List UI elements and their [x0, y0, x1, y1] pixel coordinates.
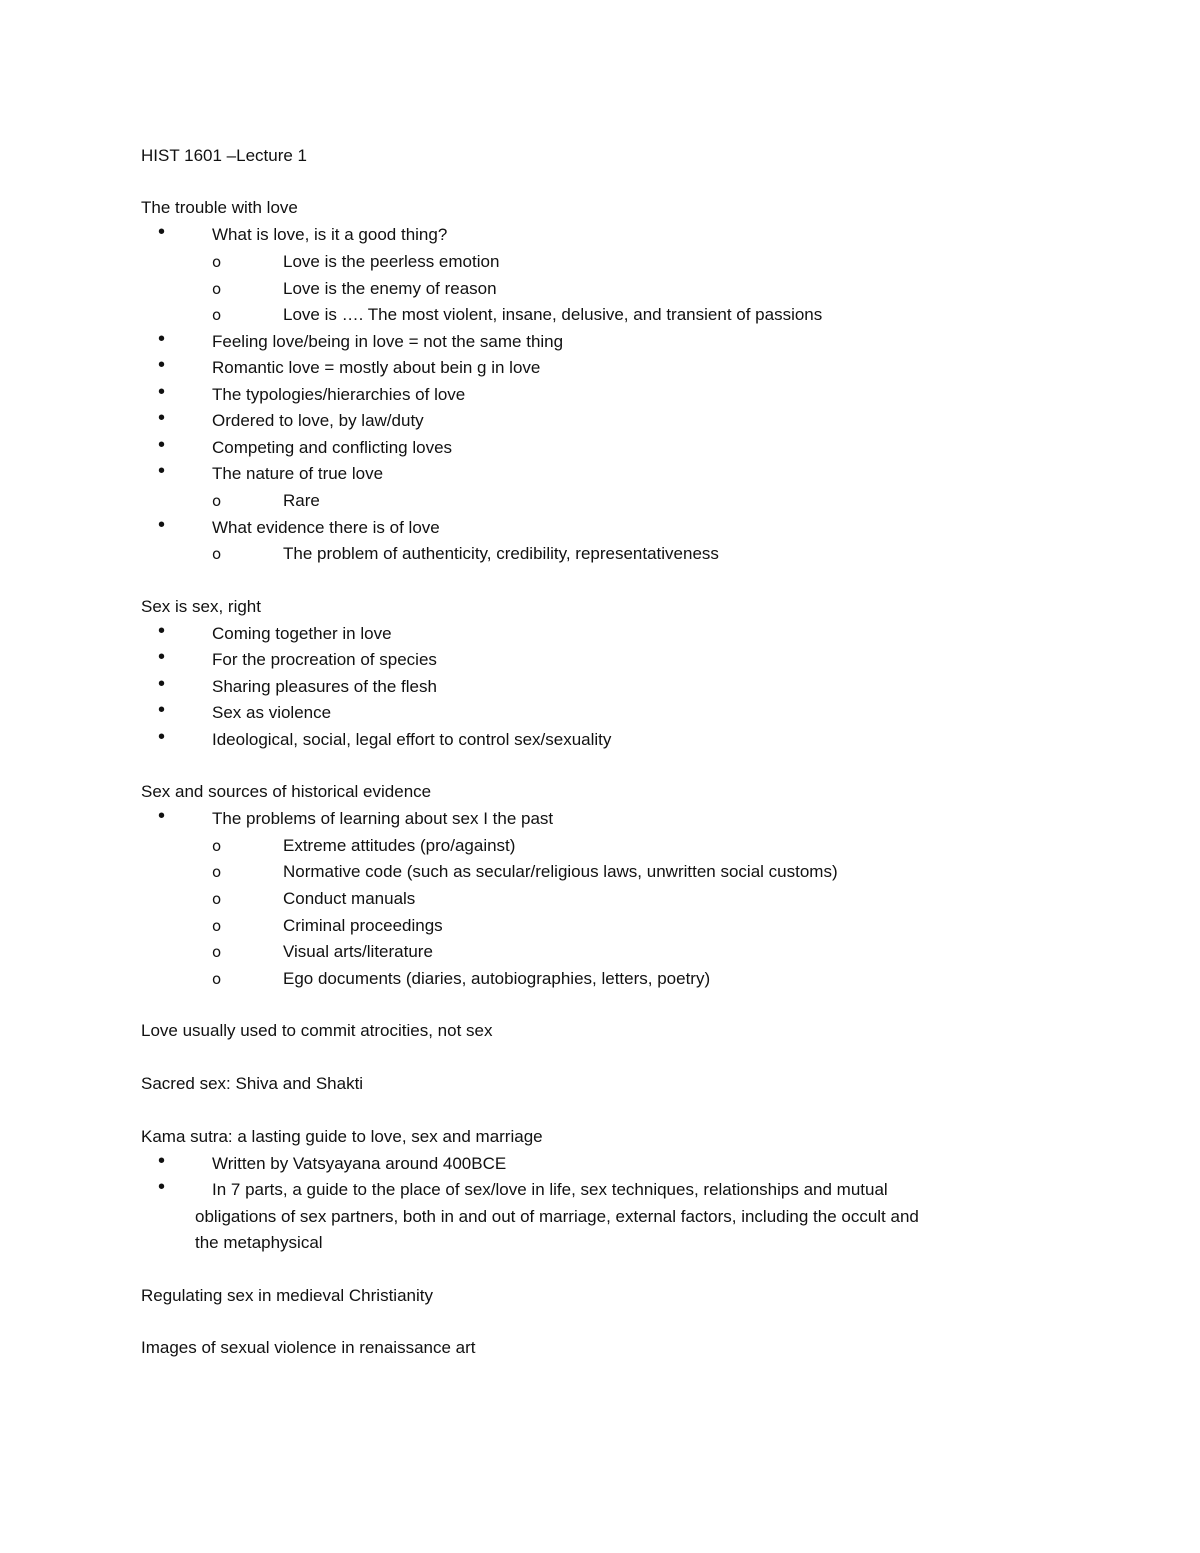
- sub-list-item: Ego documents (diaries, autobiographies, letters, poetry): [283, 969, 711, 988]
- bullet-icon: •: [158, 221, 166, 243]
- sub-list-item: Love is …. The most violent, insane, delusive, and transient of passions: [283, 305, 823, 324]
- list-item: What is love, is it a good thing?: [212, 225, 448, 244]
- bullet-icon: •: [158, 620, 166, 642]
- list-item: Sex as violence: [212, 703, 332, 722]
- sub-bullet-icon: o: [212, 970, 222, 988]
- list-item: In 7 parts, a guide to the place of sex/love in life, sex techniques, relationships and mutual: [212, 1180, 888, 1199]
- sub-list-item: Normative code (such as secular/religious laws, unwritten social customs): [283, 862, 838, 881]
- document-title: HIST 1601 –Lecture 1: [141, 146, 308, 165]
- bullet-icon: •: [158, 673, 166, 695]
- sub-bullet-icon: o: [212, 306, 222, 324]
- sub-list-item: Criminal proceedings: [283, 916, 443, 935]
- bullet-icon: •: [158, 328, 166, 350]
- note-line-sacred-sex: Sacred sex: Shiva and Shakti: [141, 1074, 364, 1093]
- sub-bullet-icon: o: [212, 863, 222, 881]
- sub-list-item: Extreme attitudes (pro/against): [283, 836, 516, 855]
- bullet-icon: •: [158, 1176, 166, 1198]
- list-item: Written by Vatsyayana around 400BCE: [212, 1154, 507, 1173]
- sub-bullet-icon: o: [212, 253, 222, 271]
- list-item: Feeling love/being in love = not the same thing: [212, 332, 564, 351]
- section-heading-sex-is-sex: Sex is sex, right: [141, 597, 261, 616]
- sub-bullet-icon: o: [212, 943, 222, 961]
- sub-list-item: Rare: [283, 491, 320, 510]
- list-item: The problems of learning about sex I the past: [212, 809, 554, 828]
- sub-bullet-icon: o: [212, 890, 222, 908]
- sub-list-item: Love is the enemy of reason: [283, 279, 497, 298]
- sub-bullet-icon: o: [212, 492, 222, 510]
- sub-bullet-icon: o: [212, 917, 222, 935]
- sub-list-item: Conduct manuals: [283, 889, 416, 908]
- list-item: Ordered to love, by law/duty: [212, 411, 424, 430]
- list-item: Romantic love = mostly about bein g in love: [212, 358, 541, 377]
- list-item: Competing and conflicting loves: [212, 438, 453, 457]
- list-item: Coming together in love: [212, 624, 392, 643]
- bullet-icon: •: [158, 434, 166, 456]
- bullet-icon: •: [158, 354, 166, 376]
- bullet-icon: •: [158, 1150, 166, 1172]
- sub-bullet-icon: o: [212, 545, 222, 563]
- bullet-icon: •: [158, 381, 166, 403]
- list-item: Sharing pleasures of the flesh: [212, 677, 437, 696]
- list-item: What evidence there is of love: [212, 518, 440, 537]
- list-item-continuation: obligations of sex partners, both in and out of marriage, external factors, including the occult and: [195, 1207, 919, 1226]
- bullet-icon: •: [158, 407, 166, 429]
- note-line-regulating-sex: Regulating sex in medieval Christianity: [141, 1286, 433, 1305]
- bullet-icon: •: [158, 460, 166, 482]
- note-line-images: Images of sexual violence in renaissance art: [141, 1338, 476, 1357]
- section-heading-trouble-with-love: The trouble with love: [141, 198, 298, 217]
- bullet-icon: •: [158, 646, 166, 668]
- list-item: Ideological, social, legal effort to control sex/sexuality: [212, 730, 612, 749]
- bullet-icon: •: [158, 805, 166, 827]
- list-item: The typologies/hierarchies of love: [212, 385, 466, 404]
- sub-list-item: Visual arts/literature: [283, 942, 433, 961]
- note-line-atrocities: Love usually used to commit atrocities, not sex: [141, 1021, 493, 1040]
- sub-bullet-icon: o: [212, 280, 222, 298]
- sub-bullet-icon: o: [212, 837, 222, 855]
- list-item: For the procreation of species: [212, 650, 437, 669]
- bullet-icon: •: [158, 726, 166, 748]
- section-heading-historical-evidence: Sex and sources of historical evidence: [141, 782, 432, 801]
- section-heading-kama-sutra: Kama sutra: a lasting guide to love, sex and marriage: [141, 1127, 543, 1146]
- list-item: The nature of true love: [212, 464, 384, 483]
- bullet-icon: •: [158, 699, 166, 721]
- list-item-continuation: the metaphysical: [195, 1233, 323, 1252]
- bullet-icon: •: [158, 514, 166, 536]
- sub-list-item: The problem of authenticity, credibility, representativeness: [283, 544, 719, 563]
- sub-list-item: Love is the peerless emotion: [283, 252, 500, 271]
